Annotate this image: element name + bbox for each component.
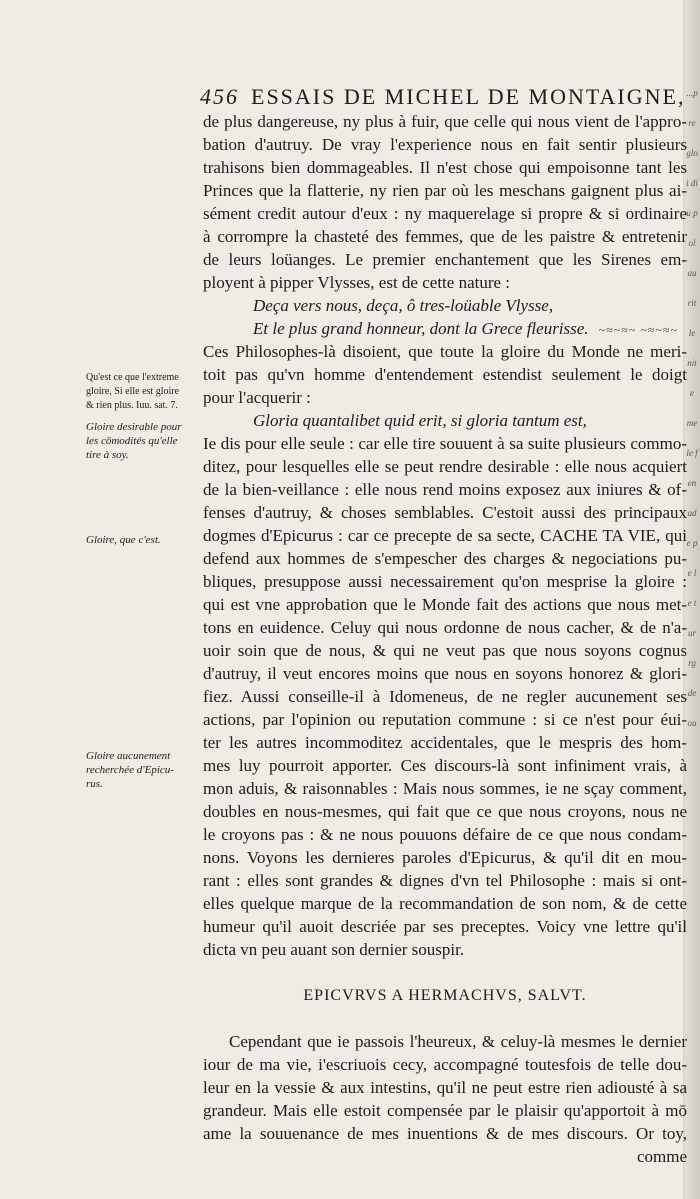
- margin-note: Gloire aucunement recherchée d'Epicu- rus.: [86, 750, 174, 790]
- text-line: trahisons bien dommageables. Il n'est chose qui empoisonne tant les: [203, 158, 687, 177]
- text-line: bliques, presuppose aussi necessairement qu'on mesprise la gloire :: [203, 572, 687, 591]
- text-line: toit pas qu'vn homme d'entendement estendist seulement le doigt: [203, 365, 687, 384]
- text-line: defend aux hommes de s'empescher des charges & negociations pu-: [203, 549, 687, 568]
- text-line: dicta vn peu auant son dernier souspir.: [203, 940, 465, 959]
- text-line: actions, par l'opinion ou reputation commune : si ce n'est pour éui-: [203, 710, 687, 729]
- text-line: pour l'acquerir :: [203, 388, 311, 407]
- text-line: Cependant que ie passois l'heureux, & celuy-là mesmes le dernier: [229, 1032, 687, 1051]
- text-line: de plus dangereuse, ny plus à fuir, que celle qui nous vient de l'appro-: [203, 112, 687, 131]
- text-line: de leurs loüanges. Le premier enchantement que les Sirenes em-: [203, 250, 687, 269]
- text-line: doubles en nous-mesmes, qui fait que ce que nous croyons, nous ne: [203, 802, 687, 821]
- text-line: ployent à pipper Vlysses, est de cette nature :: [203, 273, 511, 292]
- text-line: iour de ma vie, i'escriuois cecy, accompagné toutesfois de telle dou-: [203, 1055, 687, 1074]
- text-line: mes luy pourroit apporter. Ces discours-là sont infiniment vrais, à: [203, 756, 687, 775]
- text-line: Ces Philosophes-là disoient, que toute la gloire du Monde ne meri-: [203, 342, 687, 361]
- body-text: [203, 110, 687, 1168]
- margin-note: Qu'est ce que l'extreme gloire, Si elle est gloire & rien plus. Iuu. sat. 7.: [86, 372, 180, 411]
- text-line: Ie dis pour elle seule : car elle tire souuent à sa suite plusieurs commo-: [203, 434, 687, 453]
- text-line: tons en euidence. Celuy qui nous ordonne de nous cacher, & de n'a-: [203, 618, 687, 637]
- text-line: le croyons pas : & ne nous pouuons défaire de ce que nous condam-: [203, 825, 687, 844]
- text-line: de la bien-veillance : elle nous rend moins exposez aux iniures & of-: [203, 480, 687, 499]
- running-title: ESSAIS DE MICHEL DE MONTAIGNE,: [251, 84, 686, 109]
- text-line: elles quelque marque de la recommandation de son nom, & de cette: [203, 894, 687, 913]
- text-line: fiez. Aussi conseille-il à Idomeneus, de ne regler aucunement ses: [203, 687, 687, 706]
- page-header: [200, 84, 688, 108]
- text-line: d'autruy, il veut encores moins que nous en soyons honorez & glori-: [203, 664, 687, 683]
- text-line: rant : elles sont grandes & dignes d'vn tel Philosophe : mais si ont-: [203, 871, 687, 890]
- latin-quote: Gloria quantalibet quid erit, si gloria tantum est,: [253, 411, 587, 430]
- text-line: ame la souuenance de mes inuentions & de mes discours. Or toy,: [203, 1124, 687, 1143]
- text-line: grandeur. Mais elle estoit compensée par le plaisir qu'apportoit à mō: [203, 1101, 687, 1120]
- text-line: Princes que la flatterie, ny rien par où les meschans gaignent plus ai-: [203, 181, 687, 200]
- text-line: bation d'autruy. De vray l'experience nous en fait sentir plusieurs: [203, 135, 687, 154]
- text-line: uoir soin que de nous, & qui ne veut pas que nous soyons cognus: [203, 641, 687, 660]
- margin-note: Gloire desirable pour les cōmodités qu'elle tire à soy.: [86, 421, 182, 461]
- text-line: dogmes d'Epicurus : car ce precepte de sa secte, CACHE TA VIE, qui: [203, 526, 687, 545]
- text-line: à corrompre la chasteté des femmes, que de les paistre & entretenir: [203, 227, 687, 246]
- text-line: nons. Voyons les dernieres paroles d'Epicurus, & qu'il dit en mou-: [203, 848, 687, 867]
- text-line: ditez, pour lesquelles elle se peut rendre desirable : elle nous acquiert: [203, 457, 687, 476]
- text-line: fenses d'autruy, & choses semblables. C'estoit aussi des principaux: [203, 503, 687, 522]
- margin-note: Gloire, que c'est.: [86, 534, 161, 546]
- page-number: 456: [200, 84, 239, 109]
- verse-line: Deça vers nous, deça, ô tres-loüable Vlysse,: [253, 296, 554, 315]
- catchword: comme: [636, 1147, 687, 1166]
- text-line: sément credit autour d'eux : ny maquerelage si propre & si ordinaire: [203, 204, 687, 223]
- text-line: leur en la vessie & aux intestins, qu'il ne peut estre rien adiousté à sa: [203, 1078, 687, 1097]
- letter-heading: EPICVRVS A HERMACHVS, SALVT.: [303, 987, 587, 1004]
- text-line: qui est vne approbation que le Monde fait des actions que nous met-: [203, 595, 687, 614]
- ornament-icon: ~≈~≈~ ~≈~≈~: [598, 323, 678, 337]
- facing-page-text: ...pre gloi diu pol au rit le nite mele fen ade pe le tur rg de ou: [686, 88, 698, 728]
- text-line: mon aduis, & raisonnables : Mais nous sommes, ie ne sçay comment,: [203, 779, 687, 798]
- verse-line: Et le plus grand honneur, dont la Grece fleurisse. ~≈~≈~ ~≈~≈~: [253, 319, 678, 338]
- text-line: humeur qu'il auoit descriée par ses preceptes. Voicy vne lettre qu'il: [203, 917, 687, 936]
- text-line: ter les autres incommoditez accidentales, que le mespris des hom-: [203, 733, 687, 752]
